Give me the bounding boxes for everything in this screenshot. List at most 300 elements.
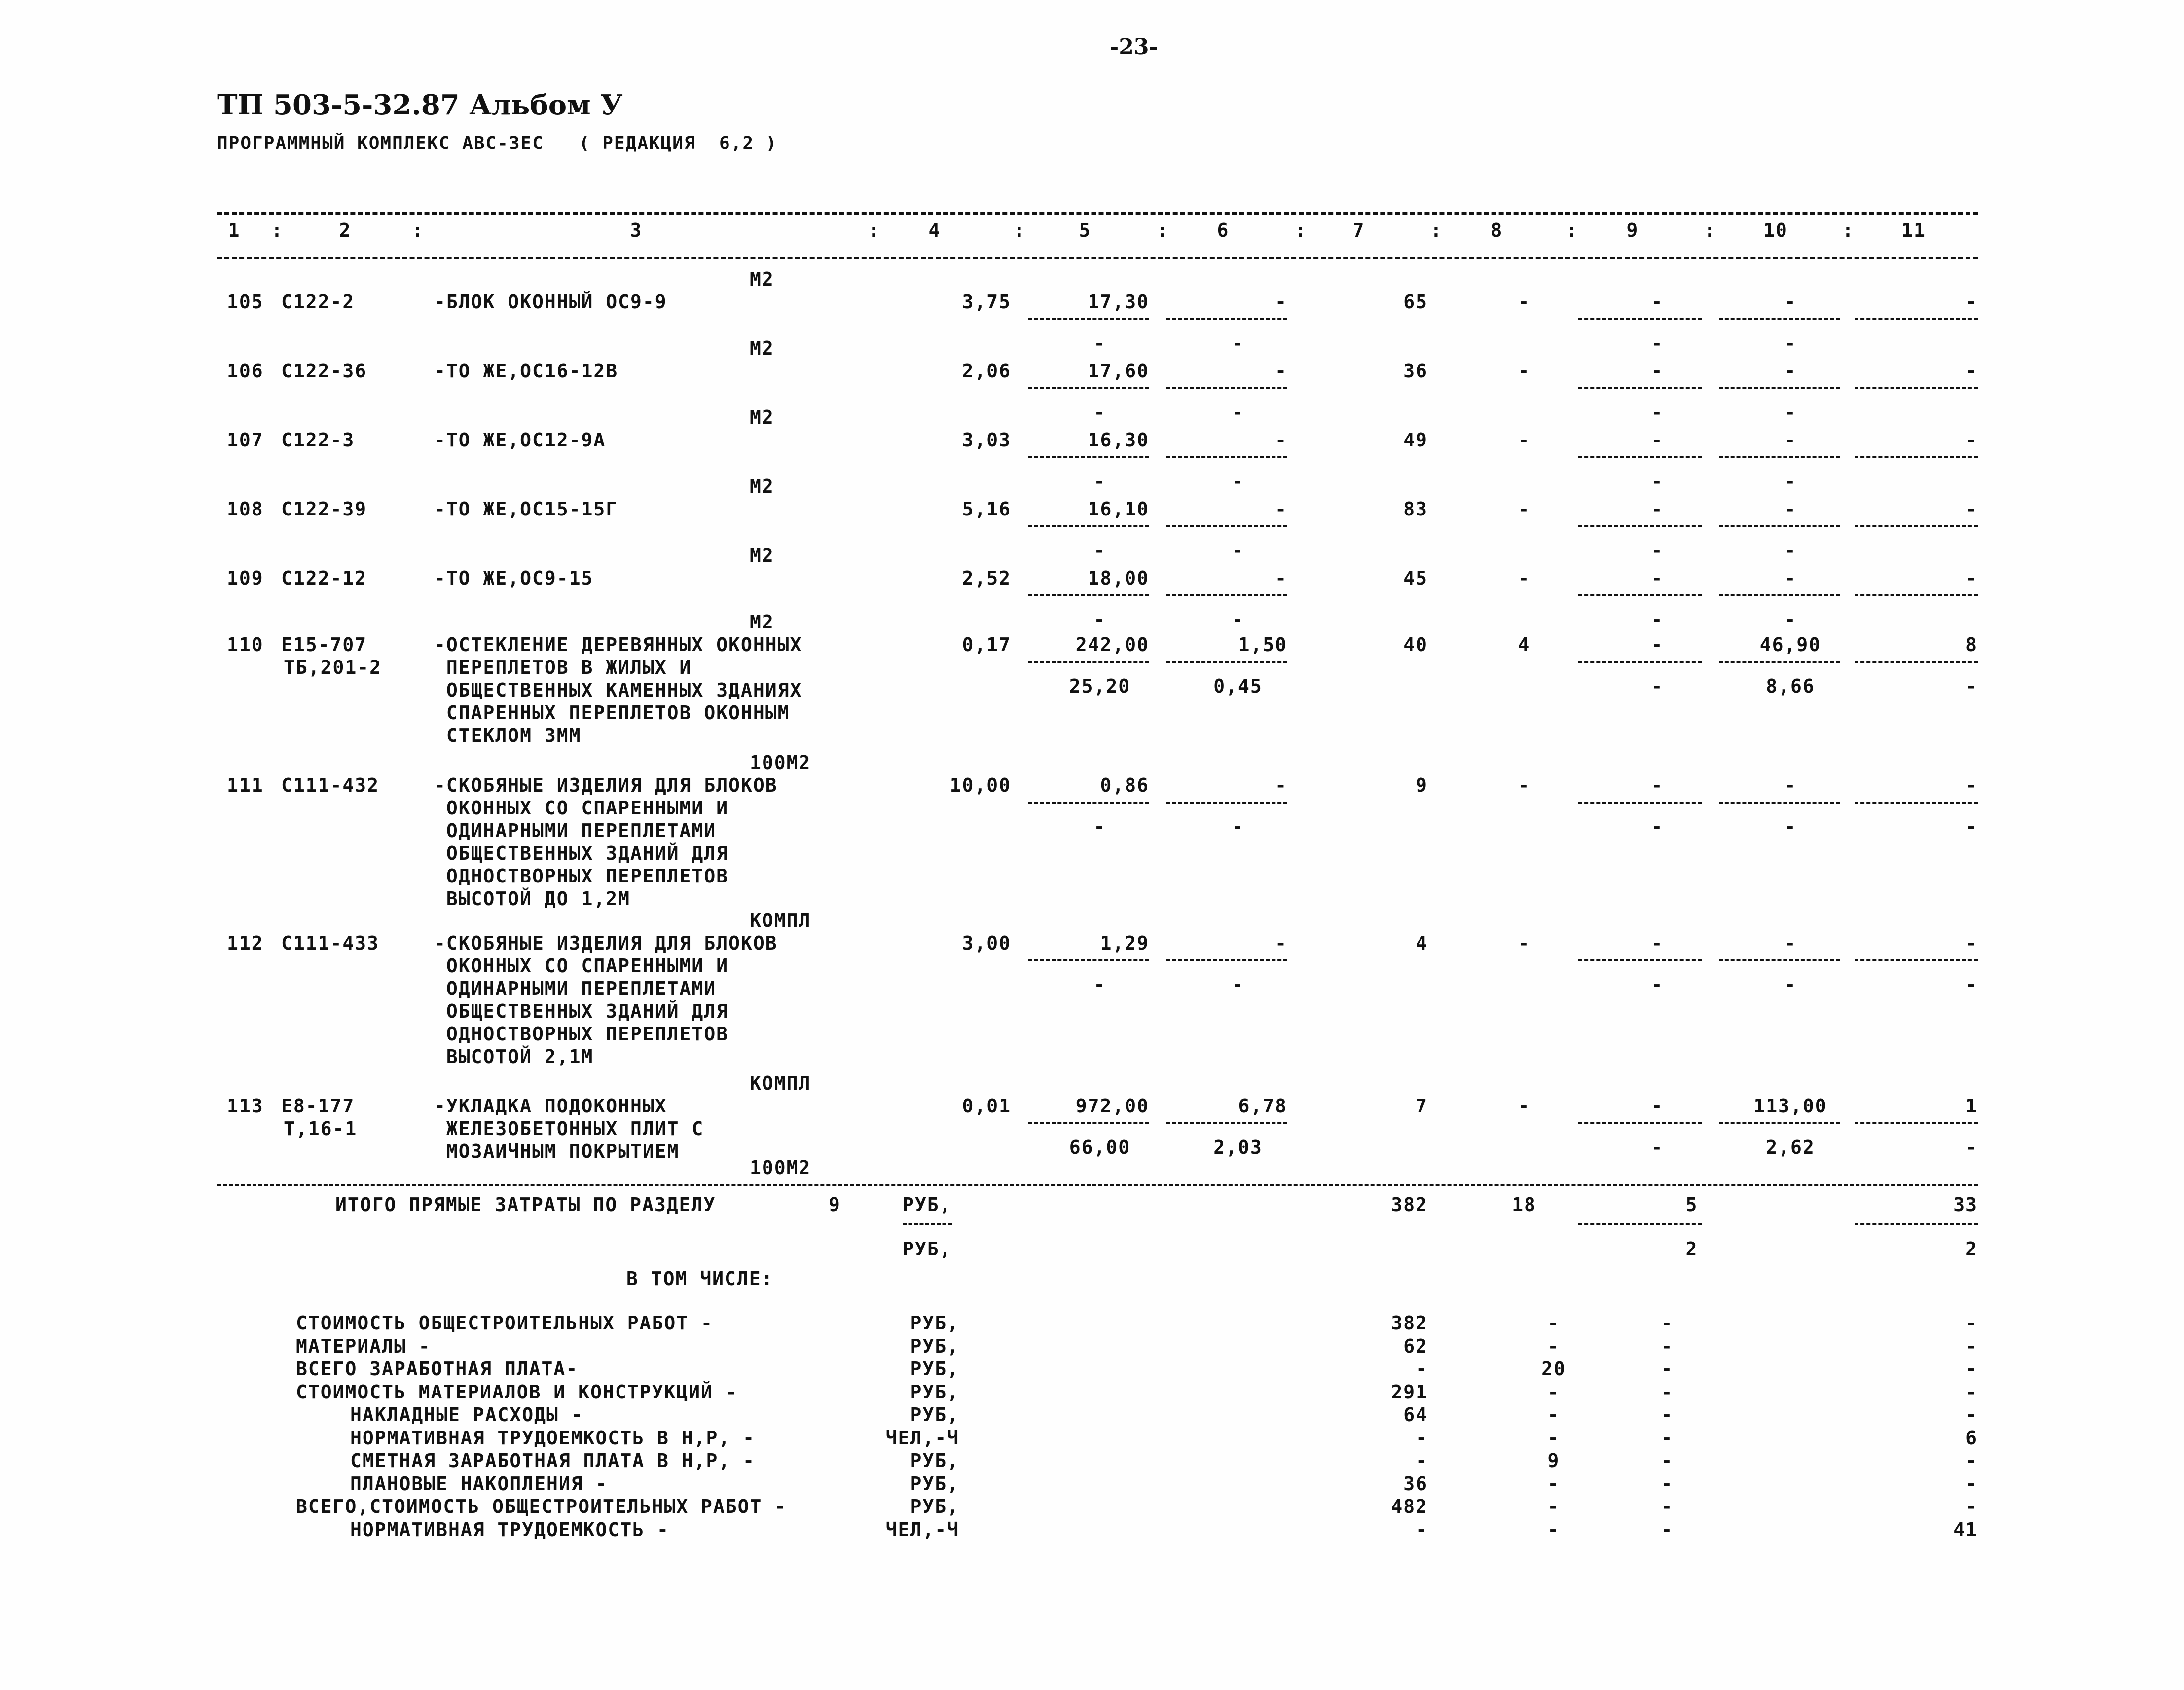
machine-cost-cell: -	[1651, 774, 1664, 796]
summary-cost: 482	[1391, 1496, 1428, 1517]
summary-machine: -	[1661, 1427, 1674, 1449]
secondary-value-cell: -	[1232, 974, 1244, 995]
unit-label: М2	[750, 476, 774, 497]
summary-unit: РУБ,	[910, 1381, 959, 1403]
totals-label: ИТОГО ПРЯМЫЕ ЗАТРАТЫ ПО РАЗДЕЛУ	[335, 1194, 716, 1215]
value-underline	[1855, 594, 1978, 596]
total-cost-cell: 49	[1403, 429, 1428, 451]
column-separator: :	[1014, 220, 1026, 241]
column-separator: :	[1295, 220, 1307, 241]
value-underline	[1719, 959, 1840, 961]
summary-machine: -	[1661, 1518, 1674, 1541]
unit-label: 100М2	[750, 1157, 811, 1178]
summary-unit: РУБ,	[910, 1335, 959, 1357]
total-cost-cell: 83	[1403, 498, 1428, 520]
summary-label: НАКЛАДНЫЕ РАСХОДЫ -	[350, 1404, 583, 1426]
work-description-line: ПЕРЕПЛЕТОВ В ЖИЛЫХ И	[434, 657, 692, 678]
totals-unit-underline	[903, 1223, 952, 1225]
resource-code: С122-2	[281, 291, 355, 313]
value-underline	[1578, 661, 1702, 663]
quantity-cell: 0,17	[962, 634, 1011, 656]
total-cost-cell: 65	[1403, 291, 1428, 313]
unit-price-cell: 6,78	[1238, 1095, 1287, 1117]
wage-cell: -	[1518, 774, 1530, 796]
summary-cost: -	[1416, 1450, 1428, 1471]
value-underline	[1166, 802, 1287, 804]
row-number: 107	[227, 429, 264, 451]
unit-label: 100М2	[750, 752, 811, 773]
work-description-line: ЖЕЛЕЗОБЕТОННЫХ ПЛИТ С	[434, 1118, 704, 1139]
summary-cost: 62	[1403, 1335, 1428, 1357]
value-underline	[1166, 387, 1287, 389]
document-title: ТП 503-5-32.87 Альбом У	[217, 89, 623, 121]
header-rule-bottom	[217, 257, 1978, 259]
wage-cell: -	[1518, 360, 1530, 382]
work-description-line: ОДИНАРНЫМИ ПЕРЕПЛЕТАМИ	[434, 978, 717, 999]
secondary-value-cell: -	[1784, 816, 1797, 838]
totals-section-number: 9	[829, 1194, 841, 1215]
labor-cell: -	[1784, 360, 1797, 382]
value-underline	[1028, 594, 1149, 596]
value-underline	[1855, 387, 1978, 389]
summary-labor: -	[1966, 1496, 1978, 1517]
unit-price-cell: 16,10	[1088, 498, 1149, 520]
row-number: 109	[227, 567, 264, 589]
value-underline	[1855, 959, 1978, 961]
work-description-line: -СКОБЯНЫЕ ИЗДЕЛИЯ ДЛЯ БЛОКОВ	[434, 774, 778, 796]
secondary-value-cell: -	[1232, 540, 1244, 561]
summary-machine: -	[1661, 1450, 1674, 1471]
value-underline	[1166, 456, 1287, 458]
summary-wage: -	[1547, 1472, 1560, 1495]
summary-cost: -	[1416, 1518, 1428, 1541]
value-underline	[1719, 661, 1840, 663]
column-header-11: 11	[1901, 220, 1926, 241]
work-description-line: СТЕКЛОМ 3ММ	[434, 725, 582, 746]
labor-total-cell: -	[1966, 429, 1978, 451]
column-header-7: 7	[1352, 220, 1365, 241]
labor-total-cell: -	[1966, 291, 1978, 313]
labor-cell: -	[1784, 498, 1797, 520]
summary-unit: ЧЕЛ,-Ч	[885, 1427, 959, 1449]
value-underline	[1578, 456, 1702, 458]
value-underline	[1855, 318, 1978, 320]
quantity-cell: 3,75	[962, 291, 1011, 313]
work-description-line: МОЗАИЧНЫМ ПОКРЫТИЕМ	[434, 1140, 680, 1162]
value-underline	[1855, 525, 1978, 527]
work-description-line: ОДНОСТВОРНЫХ ПЕРЕПЛЕТОВ	[434, 865, 729, 887]
column-separator: :	[1157, 220, 1169, 241]
summary-machine: -	[1661, 1312, 1674, 1334]
machine-cost-cell: -	[1651, 1095, 1664, 1117]
labor-total-cell: -	[1966, 567, 1978, 589]
column-separator: :	[1842, 220, 1855, 241]
summary-label: ВСЕГО ЗАРАБОТНАЯ ПЛАТА-	[296, 1358, 579, 1380]
machine-cost-cell: -	[1651, 932, 1664, 954]
secondary-value-cell: -	[1232, 402, 1244, 423]
summary-machine: -	[1661, 1381, 1674, 1403]
summary-machine: -	[1661, 1404, 1674, 1426]
secondary-value-cell: -	[1784, 540, 1797, 561]
value-underline	[1719, 802, 1840, 804]
including-label: В ТОМ ЧИСЛЕ:	[626, 1268, 774, 1289]
work-description-line: -ТО ЖЕ,ОС12-9А	[434, 429, 606, 451]
unit-price-cell: 242,00	[1075, 634, 1149, 656]
summary-label: СТОИМОСТЬ МАТЕРИАЛОВ И КОНСТРУКЦИЙ -	[296, 1381, 738, 1403]
secondary-value-cell: 25,20	[1069, 675, 1131, 697]
resource-code: С122-39	[281, 498, 367, 520]
row-number: 106	[227, 360, 264, 382]
row-number: 105	[227, 291, 264, 313]
value-underline	[1028, 1122, 1149, 1124]
column-header-9: 9	[1626, 220, 1639, 241]
summary-cost: 382	[1391, 1312, 1428, 1334]
value-underline	[1578, 594, 1702, 596]
labor-total-cell: 1	[1966, 1095, 1978, 1117]
unit-price-cell: -	[1275, 429, 1287, 451]
summary-machine: -	[1661, 1335, 1674, 1357]
unit-price-cell: 18,00	[1088, 567, 1149, 589]
labor-cell: 113,00	[1753, 1095, 1827, 1117]
secondary-value-cell: 66,00	[1069, 1137, 1131, 1158]
unit-price-cell: 972,00	[1075, 1095, 1149, 1117]
value-underline	[1719, 456, 1840, 458]
labor-total-cell: -	[1966, 498, 1978, 520]
labor-total-cell: -	[1966, 774, 1978, 796]
quantity-cell: 3,00	[962, 932, 1011, 954]
work-description-line: -БЛОК ОКОННЫЙ ОС9-9	[434, 291, 667, 313]
secondary-value-cell: -	[1651, 332, 1664, 354]
secondary-value-cell: -	[1784, 974, 1797, 995]
labor-cell: 46,90	[1759, 634, 1821, 656]
summary-wage: -	[1547, 1312, 1560, 1334]
unit-label: М2	[750, 406, 774, 428]
total-cost-cell: 7	[1416, 1095, 1428, 1117]
labor-total-cell: -	[1966, 932, 1978, 954]
unit-price-cell: 1,29	[1100, 932, 1149, 954]
summary-labor: -	[1966, 1404, 1978, 1426]
summary-labor: -	[1966, 1335, 1978, 1357]
value-underline	[1855, 802, 1978, 804]
column-header-4: 4	[928, 220, 941, 241]
secondary-value-cell: -	[1232, 816, 1244, 838]
value-underline	[1166, 318, 1287, 320]
work-description-line: ОБЩЕСТВЕННЫХ КАМЕННЫХ ЗДАНИЯХ	[434, 679, 802, 701]
labor-total-cell: 8	[1966, 634, 1978, 656]
summary-labor: 41	[1953, 1518, 1978, 1541]
summary-labor: -	[1966, 1472, 1978, 1495]
resource-code: С111-433	[281, 932, 380, 954]
quantity-cell: 3,03	[962, 429, 1011, 451]
secondary-value-cell: -	[1093, 816, 1106, 838]
labor-cell: -	[1784, 567, 1797, 589]
wage-cell: -	[1518, 429, 1530, 451]
column-header-3: 3	[630, 220, 643, 241]
secondary-value-cell: -	[1232, 332, 1244, 354]
summary-cost: 291	[1391, 1381, 1428, 1403]
summary-labor: 6	[1966, 1427, 1978, 1449]
wage-cell: -	[1518, 291, 1530, 313]
work-description-line: -ТО ЖЕ,ОС15-15Г	[434, 498, 619, 520]
value-underline	[1578, 1122, 1702, 1124]
secondary-value-cell: -	[1093, 332, 1106, 354]
secondary-value-cell: 2,62	[1766, 1137, 1815, 1158]
resource-code: С122-12	[281, 567, 367, 589]
machine-cost-cell: -	[1651, 634, 1664, 656]
totals-labor-secondary: 2	[1966, 1238, 1978, 1260]
resource-code: С111-432	[281, 774, 380, 796]
resource-code: Е8-177	[281, 1095, 355, 1117]
page-number: -23-	[1110, 35, 1158, 60]
summary-wage: -	[1547, 1381, 1560, 1403]
column-separator: :	[1566, 220, 1578, 241]
column-header-2: 2	[339, 220, 352, 241]
work-description-line: -ОСТЕКЛЕНИЕ ДЕРЕВЯННЫХ ОКОННЫХ	[434, 634, 802, 656]
summary-wage: -	[1547, 1496, 1560, 1517]
value-underline	[1028, 456, 1149, 458]
column-separator: :	[1704, 220, 1716, 241]
work-description-line: -ТО ЖЕ,ОС9-15	[434, 567, 594, 589]
value-underline	[1578, 525, 1702, 527]
value-underline	[1166, 661, 1287, 663]
column-separator: :	[1430, 220, 1443, 241]
machine-cost-cell: -	[1651, 567, 1664, 589]
totals-machine: 5	[1685, 1194, 1698, 1215]
labor-cell: -	[1784, 932, 1797, 954]
value-underline	[1028, 959, 1149, 961]
unit-label: М2	[750, 611, 774, 633]
summary-labor: -	[1966, 1381, 1978, 1403]
row-number: 113	[227, 1095, 264, 1117]
value-underline	[1578, 387, 1702, 389]
secondary-value-cell: -	[1651, 609, 1664, 630]
summary-wage: 20	[1541, 1358, 1566, 1380]
summary-machine: -	[1661, 1472, 1674, 1495]
work-description-line: ВЫСОТОЙ 2,1М	[434, 1046, 594, 1067]
work-description-line: ОКОННЫХ СО СПАРЕННЫМИ И	[434, 797, 729, 819]
secondary-value-cell: -	[1232, 609, 1244, 630]
unit-label: М2	[750, 545, 774, 566]
unit-price-cell: 0,86	[1100, 774, 1149, 796]
labor-total-cell: -	[1966, 360, 1978, 382]
work-description-line: ВЫСОТОЙ ДО 1,2М	[434, 888, 631, 910]
value-underline	[1166, 959, 1287, 961]
totals-cost: 382	[1391, 1194, 1428, 1215]
labor-cell: -	[1784, 291, 1797, 313]
secondary-value-cell: -	[1651, 471, 1664, 492]
labor-cell: -	[1784, 774, 1797, 796]
unit-price-cell: -	[1275, 291, 1287, 313]
labor-cell: -	[1784, 429, 1797, 451]
summary-label: МАТЕРИАЛЫ -	[296, 1335, 431, 1357]
machine-cost-cell: -	[1651, 429, 1664, 451]
total-cost-cell: 40	[1403, 634, 1428, 656]
totals-labor: 33	[1953, 1194, 1978, 1215]
work-description-line: СПАРЕННЫХ ПЕРЕПЛЕТОВ ОКОННЫМ	[434, 702, 790, 724]
row-number: 108	[227, 498, 264, 520]
value-underline	[1028, 802, 1149, 804]
secondary-value-cell: -	[1784, 402, 1797, 423]
totals-underline	[1855, 1223, 1978, 1225]
value-underline	[1719, 318, 1840, 320]
secondary-value-cell: -	[1093, 609, 1106, 630]
row-number: 112	[227, 932, 264, 954]
value-underline	[1719, 387, 1840, 389]
value-underline	[1719, 525, 1840, 527]
secondary-value-cell: -	[1651, 675, 1664, 697]
value-underline	[1166, 594, 1287, 596]
column-header-6: 6	[1217, 220, 1230, 241]
summary-unit: РУБ,	[910, 1496, 959, 1517]
secondary-value-cell: -	[1784, 471, 1797, 492]
value-underline	[1719, 594, 1840, 596]
unit-price-cell: -	[1275, 360, 1287, 382]
value-underline	[1028, 318, 1149, 320]
summary-label: НОРМАТИВНАЯ ТРУДОЕМКОСТЬ -	[350, 1518, 669, 1541]
quantity-cell: 5,16	[962, 498, 1011, 520]
wage-cell: -	[1518, 1095, 1530, 1117]
summary-machine: -	[1661, 1496, 1674, 1517]
summary-unit: РУБ,	[910, 1472, 959, 1495]
summary-labor: -	[1966, 1450, 1978, 1471]
unit-price-cell: 17,30	[1088, 291, 1149, 313]
secondary-value-cell: -	[1651, 540, 1664, 561]
column-separator: :	[868, 220, 880, 241]
work-description-line: -УКЛАДКА ПОДОКОННЫХ	[434, 1095, 667, 1117]
summary-unit: РУБ,	[910, 1450, 959, 1471]
resource-code: С122-36	[281, 360, 367, 382]
row-number: 110	[227, 634, 264, 656]
wage-cell: 4	[1518, 634, 1530, 656]
secondary-value-cell: 8,66	[1766, 675, 1815, 697]
secondary-value-cell: -	[1651, 816, 1664, 838]
unit-price-cell: 1,50	[1238, 634, 1287, 656]
value-underline	[1719, 1122, 1840, 1124]
unit-price-cell: -	[1275, 567, 1287, 589]
summary-unit: ЧЕЛ,-Ч	[885, 1518, 959, 1541]
secondary-value-cell: -	[1093, 540, 1106, 561]
work-description-line: ОДИНАРНЫМИ ПЕРЕПЛЕТАМИ	[434, 820, 717, 842]
secondary-value-cell: -	[1966, 816, 1978, 838]
secondary-value-cell: -	[1651, 974, 1664, 995]
totals-wage: 18	[1512, 1194, 1536, 1215]
summary-label: ПЛАНОВЫЕ НАКОПЛЕНИЯ -	[350, 1472, 608, 1495]
summary-cost: -	[1416, 1358, 1428, 1380]
secondary-value-cell: -	[1966, 675, 1978, 697]
total-cost-cell: 4	[1416, 932, 1428, 954]
totals-machine-secondary: 2	[1685, 1238, 1698, 1260]
program-line: ПРОГРАММНЫЙ КОМПЛЕКС АВС-ЗЕС ( РЕДАКЦИЯ 6,2 )	[217, 133, 778, 153]
unit-price-cell: -	[1275, 498, 1287, 520]
summary-wage: -	[1547, 1404, 1560, 1426]
summary-wage: -	[1547, 1427, 1560, 1449]
column-separator: :	[412, 220, 424, 241]
secondary-value-cell: -	[1093, 471, 1106, 492]
resource-code: Е15-707	[281, 634, 367, 656]
unit-price-cell: -	[1275, 774, 1287, 796]
unit-label: КОМПЛ	[750, 1072, 811, 1094]
value-underline	[1166, 525, 1287, 527]
resource-code-secondary: ТБ,201-2	[284, 657, 382, 678]
unit-price-cell: 17,60	[1088, 360, 1149, 382]
totals-underline	[1578, 1223, 1702, 1225]
quantity-cell: 10,00	[949, 774, 1011, 796]
value-underline	[1028, 525, 1149, 527]
secondary-value-cell: 0,45	[1213, 675, 1263, 697]
total-cost-cell: 45	[1403, 567, 1428, 589]
resource-code: С122-3	[281, 429, 355, 451]
unit-label: М2	[750, 337, 774, 359]
summary-cost: -	[1416, 1427, 1428, 1449]
column-header-5: 5	[1079, 220, 1092, 241]
summary-label: СМЕТНАЯ ЗАРАБОТНАЯ ПЛАТА В Н,Р, -	[350, 1450, 755, 1471]
secondary-value-cell: -	[1093, 402, 1106, 423]
value-underline	[1578, 959, 1702, 961]
machine-cost-cell: -	[1651, 291, 1664, 313]
secondary-value-cell: -	[1651, 402, 1664, 423]
totals-unit: РУБ,	[903, 1194, 952, 1215]
work-description-line: -ТО ЖЕ,ОС16-12В	[434, 360, 619, 382]
quantity-cell: 0,01	[962, 1095, 1011, 1117]
secondary-value-cell: -	[1966, 1137, 1978, 1158]
value-underline	[1028, 387, 1149, 389]
work-description-line: ОБЩЕСТВЕННЫХ ЗДАНИЙ ДЛЯ	[434, 1000, 729, 1022]
value-underline	[1855, 1122, 1978, 1124]
column-header-1: 1	[228, 220, 241, 241]
wage-cell: -	[1518, 932, 1530, 954]
secondary-value-cell: -	[1232, 471, 1244, 492]
summary-unit: РУБ,	[910, 1404, 959, 1426]
column-header-8: 8	[1491, 220, 1503, 241]
unit-price-cell: 16,30	[1088, 429, 1149, 451]
work-description-line: ОДНОСТВОРНЫХ ПЕРЕПЛЕТОВ	[434, 1023, 729, 1045]
summary-label: НОРМАТИВНАЯ ТРУДОЕМКОСТЬ В Н,Р, -	[350, 1427, 755, 1449]
secondary-value-cell: -	[1093, 974, 1106, 995]
summary-cost: 64	[1403, 1404, 1428, 1426]
header-rule-top	[217, 212, 1978, 215]
work-description-line: ОКОННЫХ СО СПАРЕННЫМИ И	[434, 955, 729, 977]
unit-label: М2	[750, 268, 774, 290]
summary-wage: 9	[1547, 1450, 1560, 1471]
summary-machine: -	[1661, 1358, 1674, 1380]
summary-unit: РУБ,	[910, 1358, 959, 1380]
value-underline	[1855, 456, 1978, 458]
value-underline	[1578, 802, 1702, 804]
summary-labor: -	[1966, 1358, 1978, 1380]
totals-rule	[217, 1184, 1978, 1186]
column-header-10: 10	[1763, 220, 1788, 241]
quantity-cell: 2,52	[962, 567, 1011, 589]
summary-unit: РУБ,	[910, 1312, 959, 1334]
secondary-value-cell: -	[1651, 1137, 1664, 1158]
value-underline	[1855, 661, 1978, 663]
row-number: 111	[227, 774, 264, 796]
totals-unit: РУБ,	[903, 1238, 952, 1260]
machine-cost-cell: -	[1651, 360, 1664, 382]
machine-cost-cell: -	[1651, 498, 1664, 520]
resource-code-secondary: Т,16-1	[284, 1118, 358, 1139]
wage-cell: -	[1518, 567, 1530, 589]
summary-labor: -	[1966, 1312, 1978, 1334]
work-description-line: ОБЩЕСТВЕННЫХ ЗДАНИЙ ДЛЯ	[434, 843, 729, 864]
value-underline	[1166, 1122, 1287, 1124]
wage-cell: -	[1518, 498, 1530, 520]
value-underline	[1028, 661, 1149, 663]
secondary-value-cell: 2,03	[1213, 1137, 1263, 1158]
value-underline	[1578, 318, 1702, 320]
work-description-line: -СКОБЯНЫЕ ИЗДЕЛИЯ ДЛЯ БЛОКОВ	[434, 932, 778, 954]
quantity-cell: 2,06	[962, 360, 1011, 382]
